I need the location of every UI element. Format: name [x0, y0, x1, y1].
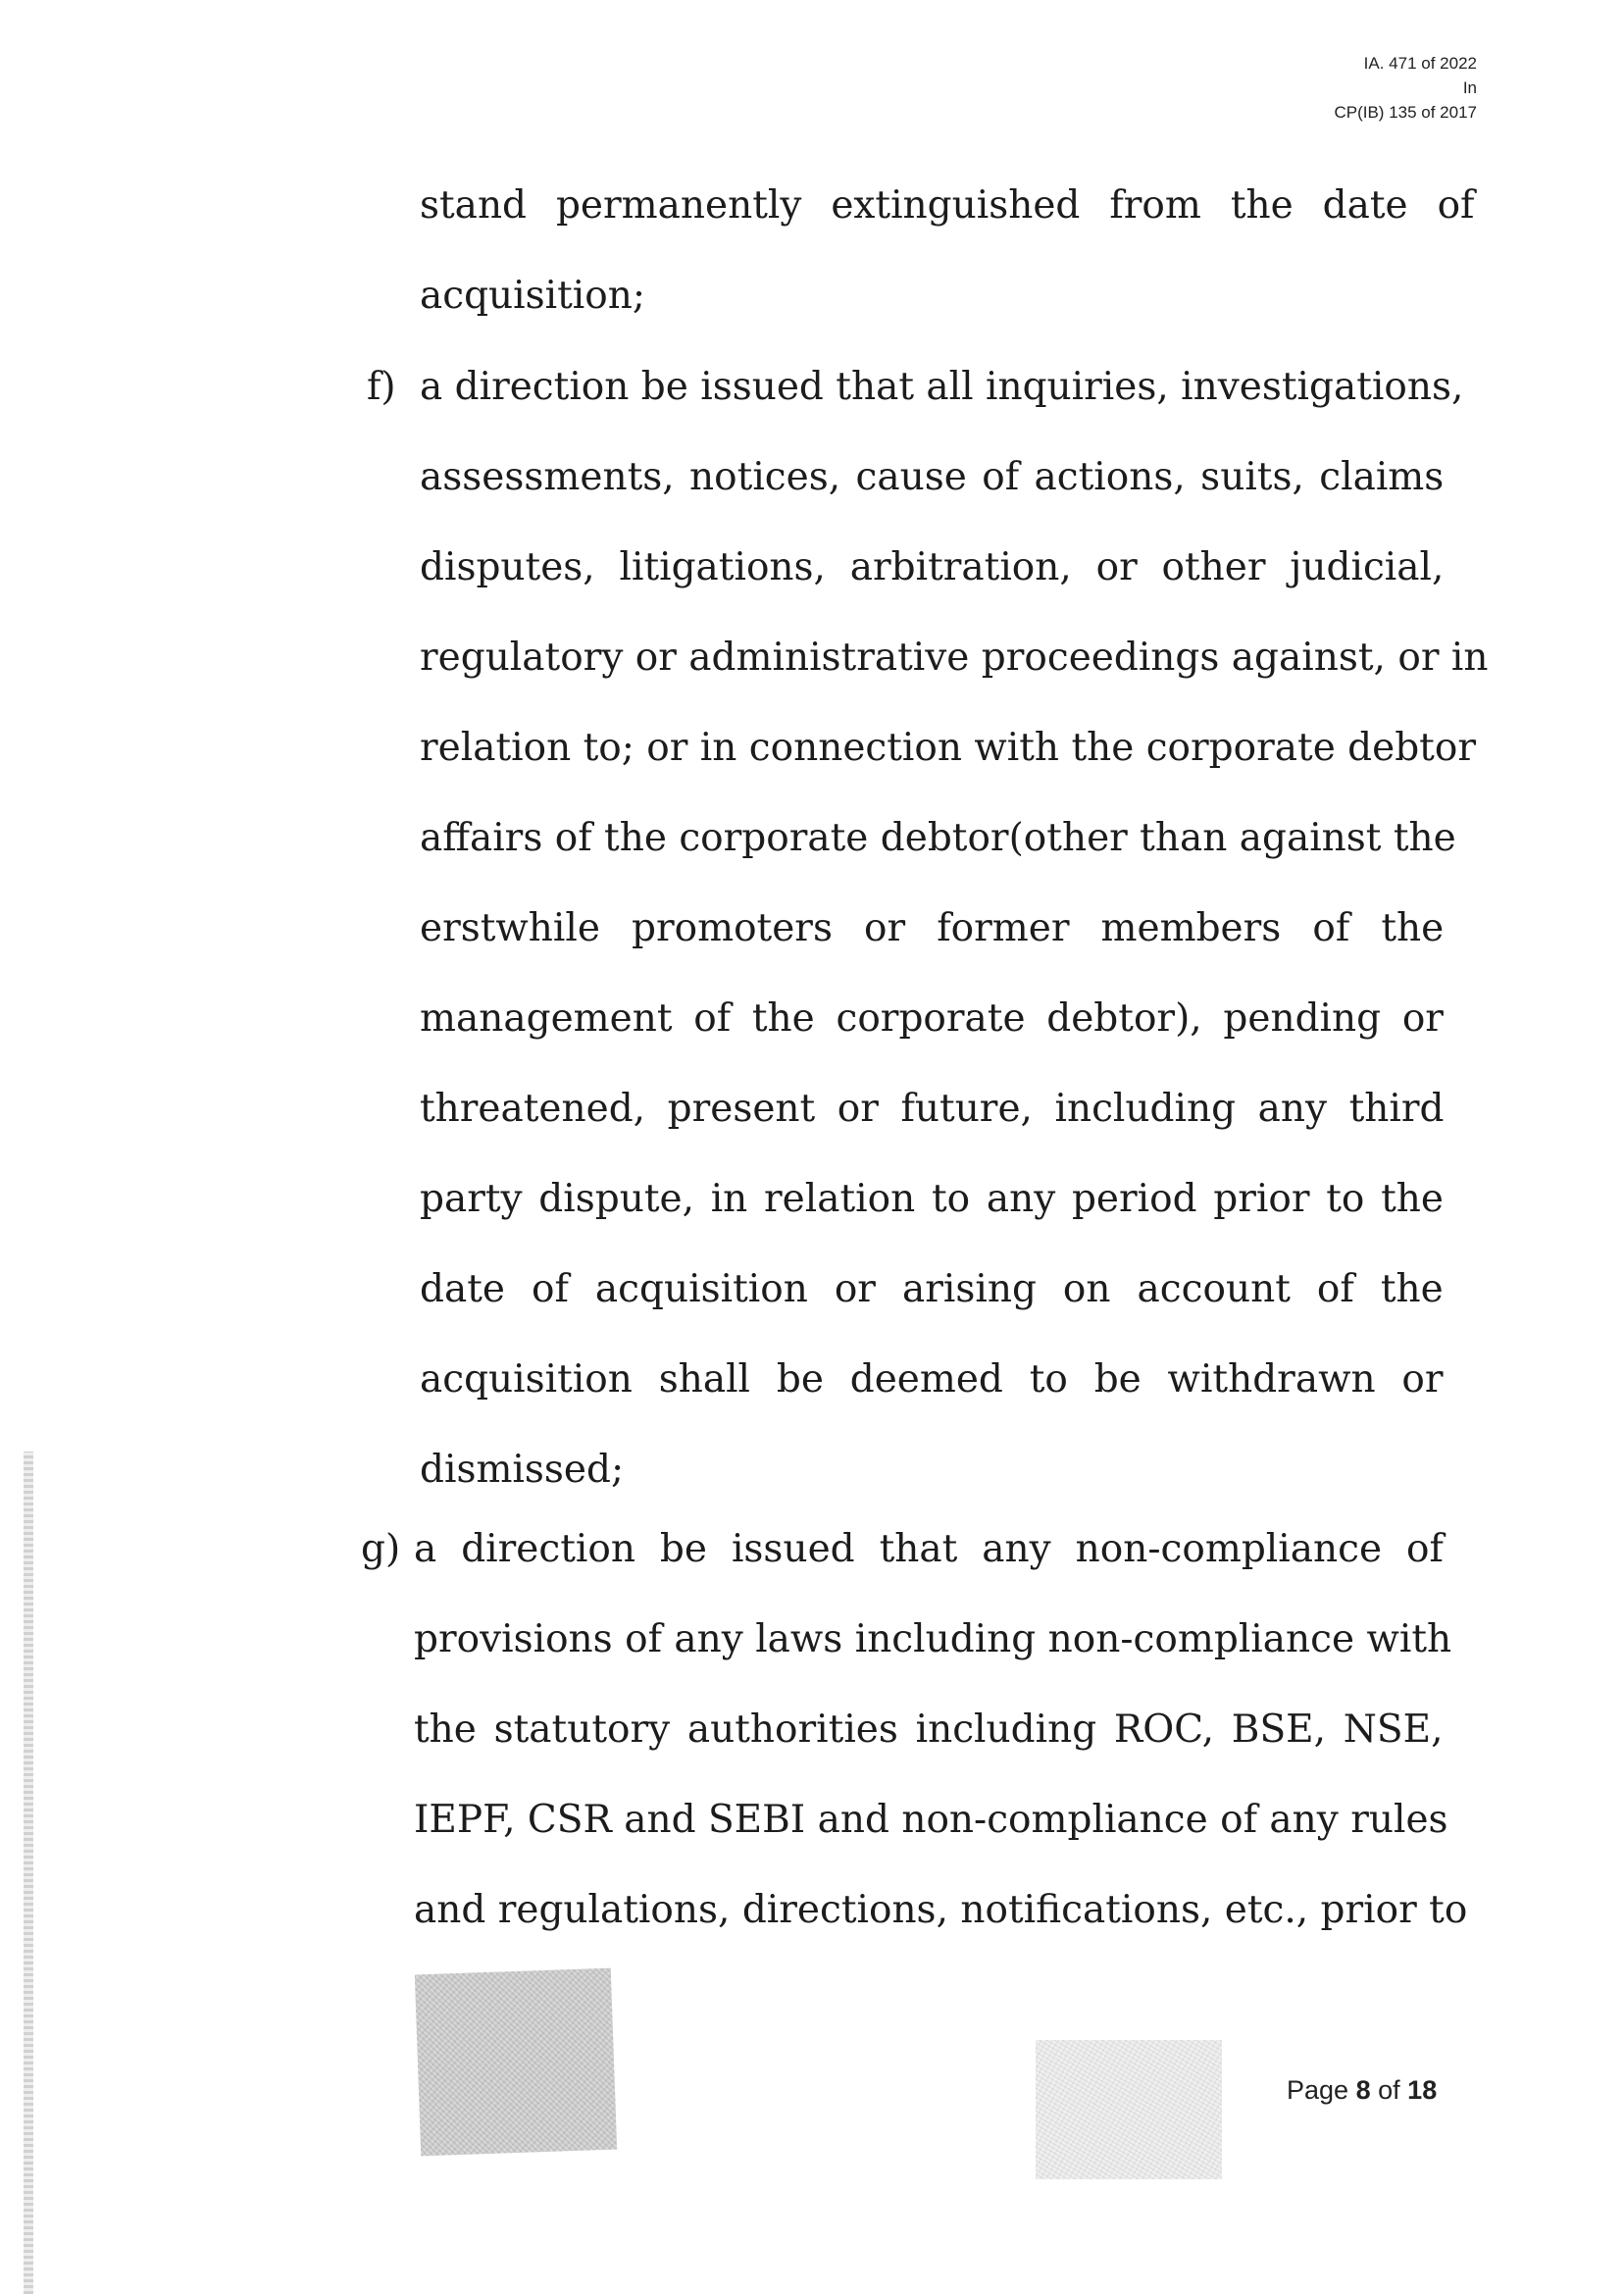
- page-total: 18: [1407, 2075, 1438, 2105]
- page-current: 8: [1355, 2075, 1371, 2105]
- list-item-line: and regulations, directions, notifications, etc., prior to: [414, 1888, 1468, 1932]
- list-item-line: affairs of the corporate debtor(other than against the: [420, 816, 1456, 860]
- body-line: [420, 181, 1475, 230]
- list-item-line: regulatory or administrative proceedings against, or in: [420, 636, 1489, 680]
- case-line-1: IA. 471 of 2022: [1363, 54, 1477, 73]
- list-item-line: a direction be issued that any non-compliance of: [414, 1527, 1444, 1571]
- list-item-line: erstwhile promoters or former members of the: [420, 906, 1445, 950]
- of-word: of: [1378, 2075, 1400, 2105]
- list-item-line: the statutory authorities including ROC, BSE, NSE,: [414, 1708, 1444, 1752]
- list-item-line: management of the corporate debtor), pending or: [420, 996, 1444, 1041]
- case-line-2: In: [1462, 78, 1477, 97]
- seal-stamp-right: [1036, 2040, 1222, 2179]
- list-item-line: disputes, litigations, arbitration, or other judicial,: [420, 545, 1445, 589]
- list-item-line: dismissed;: [420, 1448, 625, 1492]
- list-item-line: acquisition shall be deemed to be withdrawn or: [420, 1357, 1444, 1402]
- case-line-3: CP(IB) 135 of 2017: [1334, 103, 1477, 122]
- list-item-line: party dispute, in relation to any period prior to the: [420, 1177, 1444, 1221]
- body-line: acquisition;: [420, 274, 646, 318]
- seal-stamp-left: [415, 1968, 617, 2157]
- list-item-line: threatened, present or future, including any third: [420, 1087, 1445, 1131]
- list-item-line: IEPF, CSR and SEBI and non-compliance of any rules: [414, 1798, 1448, 1842]
- list-item-line: relation to; or in connection with the corporate debtor: [420, 726, 1476, 770]
- list-item-line: provisions of any laws including non-compliance with: [414, 1617, 1452, 1661]
- list-marker-f: f): [367, 365, 396, 409]
- list-item-line: a direction be issued that all inquiries, investigations,: [420, 365, 1464, 409]
- list-item-line: assessments, notices, cause of actions, suits, claims: [420, 455, 1445, 499]
- list-item-line: date of acquisition or arising on account of the: [420, 1267, 1444, 1311]
- page-word: Page: [1287, 2075, 1349, 2105]
- body-line-text: stand permanently extinguished from the date of: [420, 183, 1475, 228]
- page-number: [1287, 2075, 1437, 2106]
- scan-binding-edge: [24, 1452, 33, 2294]
- list-marker-g: g): [361, 1527, 401, 1571]
- case-reference: [1334, 51, 1477, 125]
